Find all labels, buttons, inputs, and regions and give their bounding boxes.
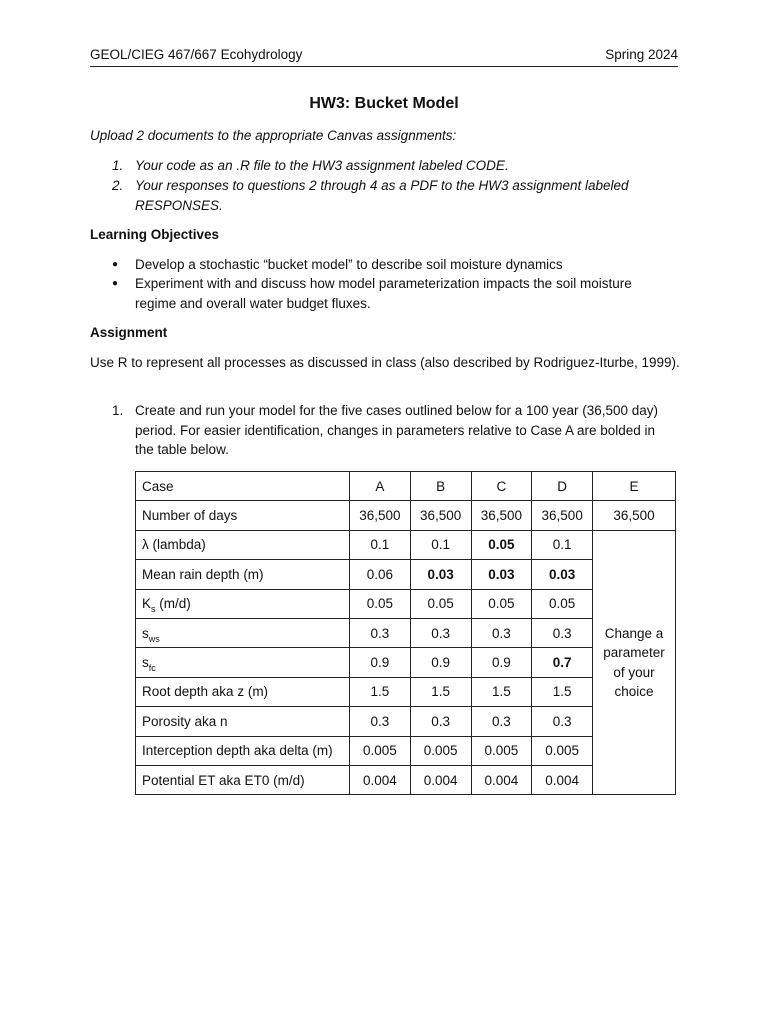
table-cell: 0.3 <box>410 707 471 736</box>
bullet-icon: ● <box>112 278 119 289</box>
table-cell: 0.005 <box>532 736 593 765</box>
row-label <box>136 648 350 677</box>
label-main: K <box>142 596 152 612</box>
label-subscript: s <box>151 604 156 615</box>
table-header-row <box>136 472 676 501</box>
table-cell: 36,500 <box>410 501 471 530</box>
list-number: 1. <box>112 403 124 418</box>
table-cell: 0.05 <box>410 589 471 618</box>
term: Spring 2024 <box>605 47 678 62</box>
assignment-heading: Assignment <box>90 325 168 340</box>
table-cell: 36,500 <box>471 501 532 530</box>
table-cell: 0.005 <box>410 736 471 765</box>
table-cell: 0.05 <box>471 589 532 618</box>
label-main: s <box>142 655 149 671</box>
table-cell: 0.05 <box>471 530 532 559</box>
header-cell: B <box>410 472 471 501</box>
header-cell: D <box>532 472 593 501</box>
bullet-icon: ● <box>112 259 119 270</box>
table-cell: 0.03 <box>410 560 471 589</box>
table-cell: 0.004 <box>532 765 593 794</box>
list-text: Experiment with and discuss how model parameterization impacts the soil moisture regime and overall water budget fluxes. <box>135 276 632 311</box>
course-name: GEOL/CIEG 467/667 Ecohydrology <box>90 47 303 62</box>
table-cell: 0.03 <box>471 560 532 589</box>
case-e-note <box>593 530 676 795</box>
row-label <box>136 589 350 618</box>
page-header <box>90 46 678 67</box>
parameter-table <box>135 471 676 795</box>
case-e-note-line: of your <box>613 664 655 680</box>
label-main: s <box>142 625 149 641</box>
list-text: Your responses to questions 2 through 4 as a PDF to the HW3 assignment labeled RESPONSES. <box>135 178 629 213</box>
table-cell: 0.9 <box>410 648 471 677</box>
table-cell: 0.9 <box>471 648 532 677</box>
header-cell: E <box>593 472 676 501</box>
list-text: Create and run your model for the five cases outlined below for a 100 year (36,500 day) period. For easier identification, changes in parameters relative to Case A are bolded in the table below. <box>135 403 659 457</box>
row-label: Mean rain depth (m) <box>136 560 350 589</box>
table-cell: 0.7 <box>532 648 593 677</box>
label-rest: (m/d) <box>155 596 191 612</box>
table-cell: 0.005 <box>350 736 411 765</box>
case-e-note-line: parameter <box>603 645 665 661</box>
page-title: HW3: Bucket Model <box>309 95 459 112</box>
table-cell: 0.004 <box>410 765 471 794</box>
case-e-note-line: choice <box>614 684 654 700</box>
table-cell: 0.004 <box>350 765 411 794</box>
table-cell: 0.05 <box>350 589 411 618</box>
list-text: Your code as an .R file to the HW3 assignment labeled CODE. <box>135 158 509 173</box>
table-cell: 1.5 <box>471 677 532 706</box>
table-cell: 0.3 <box>532 707 593 736</box>
label-subscript: ws <box>148 633 160 644</box>
list-number: 1. <box>112 158 124 173</box>
table-cell: 0.3 <box>532 618 593 647</box>
header-cell: Case <box>136 472 350 501</box>
table-cell: 0.1 <box>410 530 471 559</box>
table-cell: 0.004 <box>471 765 532 794</box>
table-cell: 0.3 <box>410 618 471 647</box>
list-text: Develop a stochastic “bucket model” to describe soil moisture dynamics <box>135 257 563 272</box>
table-cell: 0.3 <box>471 707 532 736</box>
row-label: Root depth aka z (m) <box>136 677 350 706</box>
table-cell: 0.005 <box>471 736 532 765</box>
header-cell: A <box>350 472 411 501</box>
table-cell: 36,500 <box>350 501 411 530</box>
upload-intro: Upload 2 documents to the appropriate Canvas assignments: <box>90 128 457 143</box>
table-row <box>136 501 676 530</box>
table-cell: 0.1 <box>532 530 593 559</box>
row-label: Number of days <box>136 501 350 530</box>
row-label: Porosity aka n <box>136 707 350 736</box>
header-cell: C <box>471 472 532 501</box>
table-cell: 0.05 <box>532 589 593 618</box>
table-cell: 36,500 <box>532 501 593 530</box>
assignment-intro: Use R to represent all processes as discussed in class (also described by Rodriguez-Iturbe, 1999). <box>90 355 680 370</box>
table-cell: 0.1 <box>350 530 411 559</box>
row-label: Interception depth aka delta (m) <box>136 736 350 765</box>
table-cell: 36,500 <box>593 501 676 530</box>
table-cell: 1.5 <box>410 677 471 706</box>
table-cell: 1.5 <box>532 677 593 706</box>
table-cell: 0.3 <box>350 618 411 647</box>
row-label <box>136 618 350 647</box>
case-e-note-line: Change a <box>604 625 664 641</box>
list-number: 2. <box>112 178 124 193</box>
row-label: Potential ET aka ET0 (m/d) <box>136 765 350 794</box>
objectives-heading: Learning Objectives <box>90 227 220 242</box>
table-cell: 0.3 <box>471 618 532 647</box>
table-row <box>136 530 676 559</box>
table-cell: 0.03 <box>532 560 593 589</box>
row-label: λ (lambda) <box>136 530 350 559</box>
table-cell: 0.3 <box>350 707 411 736</box>
label-subscript: fc <box>148 663 156 674</box>
table-cell: 0.9 <box>350 648 411 677</box>
table-cell: 0.06 <box>350 560 411 589</box>
table-cell: 1.5 <box>350 677 411 706</box>
